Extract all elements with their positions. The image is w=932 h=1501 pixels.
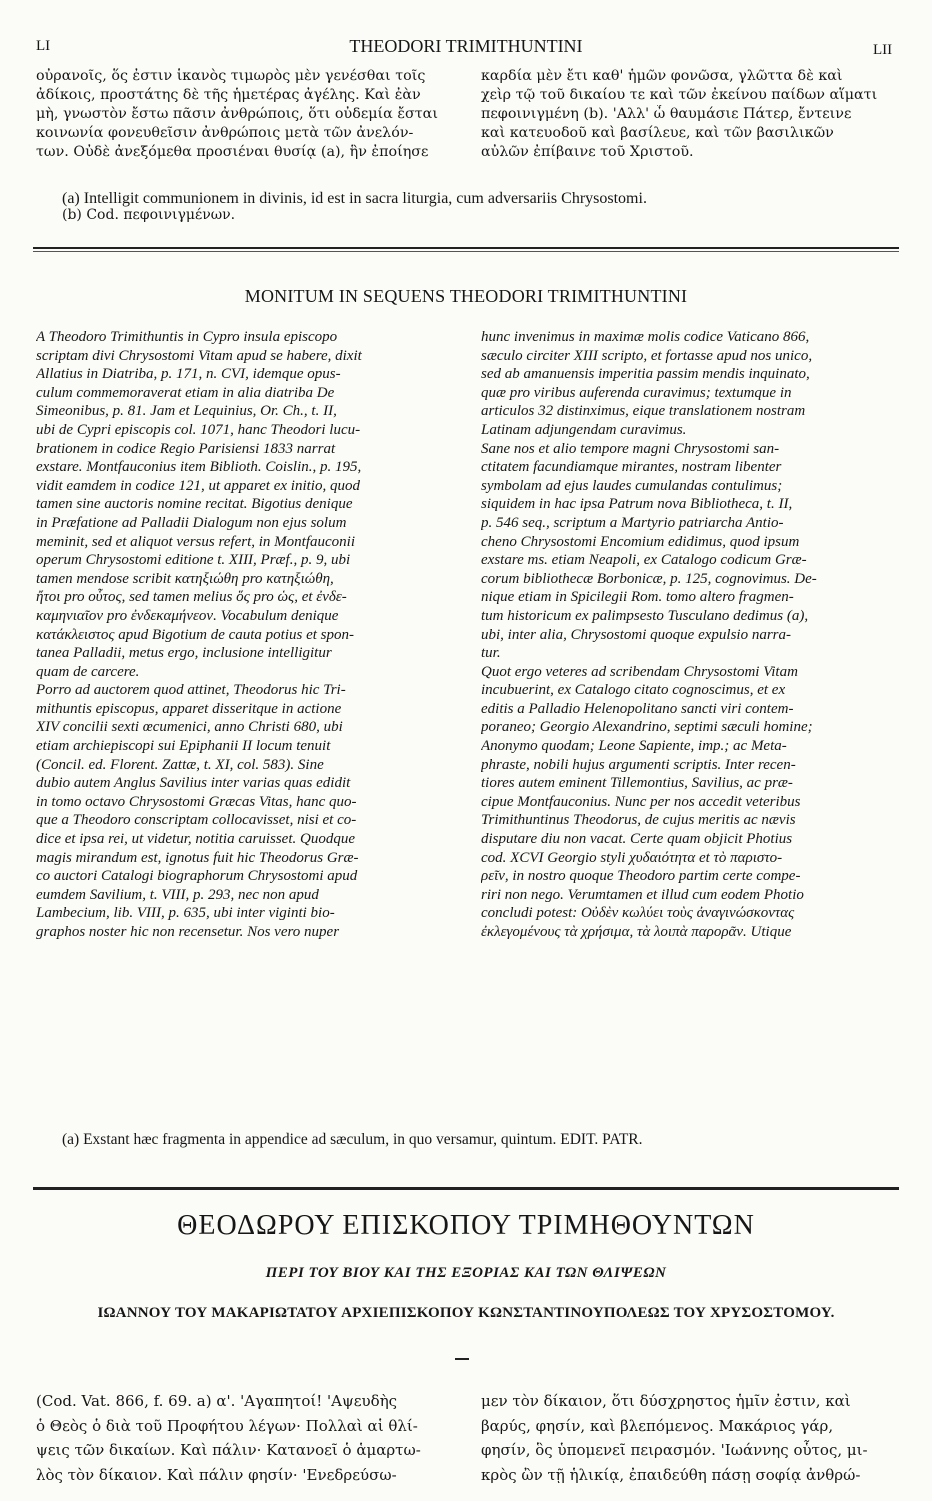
text-line: co auctori Catalogi biographorum Chrysostomi apud <box>36 868 358 885</box>
text-line: ρεῖν, in nostro quoque Theodoro partim certe compe- <box>481 868 801 885</box>
text-line: editis a Palladio Helenopolitano sancti viri contem- <box>481 700 794 717</box>
divider-rule-thin <box>33 251 899 252</box>
text-line: λὸς τὸν δίκαιον. Καὶ πάλιν φησίν· 'Ενεδρεύσω- <box>36 1465 397 1484</box>
text-line: φησίν, ὃς ὑπομενεῖ πειρασμόν. 'Ιωάννης οὗτος, μι- <box>481 1441 868 1459</box>
text-line: Anonymo quodam; Leone Sapiente, imp.; ac Meta- <box>481 738 787 755</box>
text-line: ἤτοι pro οὗτος, sed tamen melius ὅς pro ὡς, et ἐνδε- <box>36 589 347 606</box>
greek-main-title: ΘΕΟΔΩΡΟΥ ΕΠΙΣΚΟΠΟΥ ΤΡΙΜΗΘΟΥΝΤΩΝ <box>177 1210 755 1241</box>
text-line: exstare ms. etiam Neapoli, ex Catalogo codicum Græ- <box>481 552 807 569</box>
text-line: p. 546 seq., scriptum a Martyrio patriarcha Antio- <box>481 514 784 531</box>
text-line: κρὸς ὢν τῇ ἡλικίᾳ, ἐπαιδεύθη πάσῃ σοφίᾳ ἀνθρώ- <box>481 1465 861 1484</box>
text-line: articulos 32 distinximus, eique translationem nostram <box>481 403 806 420</box>
text-line: αὐλῶν ἐπίβαινε τοῦ Χριστοῦ. <box>481 144 694 160</box>
text-line: tanea Palladii, metus ergo, inclusione intelligitur <box>36 645 332 662</box>
text-line: ὁ Θεὸς ὁ διὰ τοῦ Προφήτου λέγων· Πολλαὶ αἱ θλί- <box>36 1416 418 1435</box>
text-line: Allatius in Diatriba, p. 171, n. CVI, idemque opus- <box>36 366 341 383</box>
text-line: vidit eamdem in codice 121, ut apparet ex initio, quod <box>36 477 360 494</box>
text-line: A Theodoro Trimithuntis in Cypro insula episcopo <box>36 329 338 345</box>
text-line: ἐκλεγομένους τὰ χρήσιμα, τὰ λοιπὰ παρορᾶν. Utique <box>481 924 792 940</box>
text-line: Porro ad auctorem quod attinet, Theodorus hic Tri- <box>36 682 346 699</box>
footnote-a: (a) Intelligit communionem in divinis, id est in sacra liturgia, cum adversariis Chrysostomi. <box>62 190 647 207</box>
text-line: καὶ κατευοδοῦ καὶ βασίλευε, καὶ τῶν βασιλικῶν <box>481 125 834 141</box>
text-line: incubuerint, ex Catalogo citato cognoscimus, et ex <box>481 682 786 699</box>
text-line: quam de carcere. <box>36 663 140 680</box>
text-line: Trimithuntinus Theodorus, de cujus meritis ac nævis <box>481 812 796 829</box>
text-line: Quot ergo veteres ad scribendam Chrysostomi Vitam <box>481 663 798 680</box>
text-line: exstare. Montfauconius item Biblioth. Coislin., p. 195, <box>36 459 362 476</box>
text-line: οὐρανοῖς, ὅς ἐστιν ἱκανὸς τιμωρὸς μὲν γενέσθαι τοῖς <box>36 68 426 84</box>
text-line: etiam archiepiscopi sui Epiphanii II locum tenuit <box>36 738 331 755</box>
text-line: brationem in codice Regio Parisiensi 1833 narrat <box>36 440 336 457</box>
text-line: ψεις τῶν δικαίων. Καὶ πάλιν· Κατανοεῖ ὁ ἁμαρτω- <box>36 1441 421 1459</box>
text-line: hunc invenimus in maximæ molis codice Vaticano 866, <box>481 329 810 345</box>
text-line: tiores autem eminent Tillemontius, Savilius, ac præ- <box>481 775 793 792</box>
text-line: nique etiam in Spicilegii Rom. tomo altero fragmen- <box>481 589 794 606</box>
text-line: tamen sine auctoris nomine recitat. Bigotius denique <box>36 496 353 513</box>
text-line: Lambecium, lib. VIII, p. 635, ubi inter viginti bio- <box>36 905 335 922</box>
monitum-right-column <box>481 328 901 942</box>
text-line: ctitatem facundiamque mirantes, nostram libenter <box>481 459 782 476</box>
text-line: μεν τὸν δίκαιον, ὅτι δύσχρηστος ἡμῖν ἐστιν, καὶ <box>481 1392 851 1410</box>
text-line: symbolam ad ejus laudes cumulandas contulimus; <box>481 477 783 494</box>
text-line: mithuntis episcopus, apparet disseritque in actione <box>36 700 342 717</box>
page-number-left: LI <box>36 38 51 54</box>
text-line: XIV concilii sexti œcumenici, anno Christi 680, ubi <box>36 719 343 736</box>
text-line: πεφοινιγμένη (b). 'Αλλ' ὦ θαυμάσιε Πάτερ, ἔντεινε <box>481 106 852 122</box>
text-line: in Præfatione ad Palladii Dialogum non ejus solum <box>36 514 347 531</box>
text-line: cipue Montfauconius. Nunc per nos accedit veteribus <box>481 793 801 810</box>
text-line: tur. <box>481 645 501 662</box>
text-line: magis mirandum est, ignotus fuit hic Theodorus Græ- <box>36 849 359 866</box>
monitum-footnote: (a) Exstant hæc fragmenta in appendice ad sæculum, in quo versamur, quintum. EDIT. PATR. <box>62 1131 643 1148</box>
text-line: χεὶρ τῷ τοῦ δικαίου τε καὶ τῶν ἐκείνου παίδων αἵματι <box>481 87 878 103</box>
text-line: phraste, nobili hujus argumenti scriptis. Inter recen- <box>481 756 796 773</box>
text-line: Latinam adjungendam curavimus. <box>481 421 687 438</box>
text-line: in tomo octavo Chrysostomi Græcas Vitas, hanc quo- <box>36 793 357 810</box>
top-greek-left-column <box>36 67 468 162</box>
text-line: κοινωνία φονευθεῖσιν ἀνθρώποις μετὰ τῶν ἀνελόν- <box>36 125 414 141</box>
text-line: (Concil. ed. Florent. Zattæ, t. XI, col. 583). Sine <box>36 756 324 773</box>
text-line: καμηνιαῖον pro ἐνδεκαμήνεον. Vocabulum denique <box>36 607 339 624</box>
text-line: (Cod. Vat. 866, f. 69. a) α'. 'Αγαπητοί! 'Αψευδὴς <box>36 1392 398 1410</box>
top-footnotes <box>62 190 892 224</box>
text-line: sæculo circiter XIII scripto, et fortasse apud nos unico, <box>481 347 813 364</box>
text-line: que a Theodoro conscriptam collocavisset, nisi et co- <box>36 812 357 829</box>
text-line: cod. XCVI Georgio styli χυδαιότητα et τὸ παριστο- <box>481 849 783 866</box>
top-greek-right-column <box>481 67 901 162</box>
text-line: siquidem in hac ipsa Patrum nova Bibliotheca, t. II, <box>481 496 793 513</box>
text-line: dubio autem Anglus Savilius inter varias quas edidit <box>36 775 351 792</box>
text-line: operum Chrysostomi editione t. XIII, Præf., p. 9, ubi <box>36 552 351 569</box>
text-line: scriptam divi Chrysostomi Vitam apud se habere, dixit <box>36 347 362 364</box>
text-line: των. Οὐδὲ ἀνεξόμεθα προσιέναι θυσίᾳ (a), ἣν ἐποίησε <box>36 144 429 160</box>
text-line: poraneo; Georgio Alexandrino, septimi sæculi homine; <box>481 719 813 736</box>
monitum-title: MONITUM IN SEQUENS THEODORI TRIMITHUNTINI <box>244 286 688 306</box>
greek-subtitle-2: ΙΩΑΝΝΟΥ ΤΟΥ ΜΑΚΑΡΙΩΤΑΤΟΥ ΑΡΧΙΕΠΙΣΚΟΠΟΥ ΚΩΝΣΤΑΝΤΙΝΟΥΠΟΛΕΩΣ ΤΟΥ ΧΡΥΣΟΣΤΟΜΟΥ. <box>97 1305 835 1321</box>
text-line: ubi, inter alia, Chrysostomi quoque expulsio narra- <box>481 626 791 643</box>
text-line: Simeonibus, p. 81. Jam et Lequinius, Or. Ch., t. II, <box>36 403 337 420</box>
text-line: eumdem Savilium, t. VIII, p. 293, nec non apud <box>36 886 319 903</box>
text-line: μὴ, γνωστὸν ἔστω πᾶσιν ἀνθρώποις, ὅτι οὐδεμία ἔσται <box>36 106 438 122</box>
text-line: dice et ipsa rei, ut videtur, notitia caruisset. Quodque <box>36 831 355 848</box>
text-line: meminit, sed et aliquot versus refert, in Montfauconii <box>36 533 355 550</box>
text-line: cheno Chrysostomi Encomium edidimus, quod ipsum <box>481 533 800 550</box>
text-line: quæ pro viribus auferenda curavimus; textumque in <box>481 384 792 401</box>
body-greek-left-column <box>36 1389 468 1487</box>
text-line: disputare diu non vacat. Certe quam objicit Photius <box>481 831 793 848</box>
text-line: sed ab amanuensis imperitia passim mendis inquinato, <box>481 366 810 383</box>
divider-rule <box>33 247 899 249</box>
text-line: καρδία μὲν ἔτι καθ' ἡμῶν φονῶσα, γλῶττα δὲ καὶ <box>481 68 843 84</box>
text-line: κατάκλειστος apud Bigotium de cauta potius et spon- <box>36 626 355 643</box>
text-line: βαρύς, φησίν, καὶ βλεπόμενος. Μακάριος γάρ, <box>481 1416 834 1435</box>
title-ornament-dash <box>455 1358 469 1360</box>
greek-subtitle-1: ΠΕΡΙ ΤΟΥ ΒΙΟΥ ΚΑΙ ΤΗΣ ΕΞΟΡΙΑΣ ΚΑΙ ΤΩΝ ΘΛΙΨΕΩΝ <box>265 1265 667 1281</box>
text-line: ubi de Cypri episcopis col. 1071, hanc Theodori lucu- <box>36 421 361 438</box>
text-line: culum commemoraverat etiam in alia diatriba De <box>36 384 335 401</box>
text-line: corum bibliothecæ Borbonicæ, p. 125, cognovimus. De- <box>481 570 817 587</box>
footnote-b: (b) Cod. πεφοινιγμένων. <box>62 207 236 223</box>
page-number-right: LII <box>873 42 893 58</box>
running-title: THEODORI TRIMITHUNTINI <box>349 36 583 56</box>
text-line: tum historicum ex palimpsesto Tusculano dedimus (a), <box>481 607 809 624</box>
section-rule <box>33 1187 899 1190</box>
monitum-left-column <box>36 328 468 942</box>
text-line: riri non nego. Verumtamen et illud cum eodem Photio <box>481 886 804 903</box>
text-line: graphos noster hic non recensetur. Nos vero nuper <box>36 924 340 940</box>
text-line: ἀδίκοις, προστάτης δὲ τῆς ἡμετέρας ἀγέλης. Καὶ ἐὰν <box>36 87 421 103</box>
text-line: concludi potest: Οὐδὲν κωλύει τοὺς ἀναγινώσκοντας <box>481 905 795 922</box>
text-line: Sane nos et alio tempore magni Chrysostomi san- <box>481 440 780 457</box>
text-line: tamen mendose scribit κατηξιώθη pro κατηξιώθη, <box>36 570 334 587</box>
body-greek-right-column <box>481 1389 901 1487</box>
